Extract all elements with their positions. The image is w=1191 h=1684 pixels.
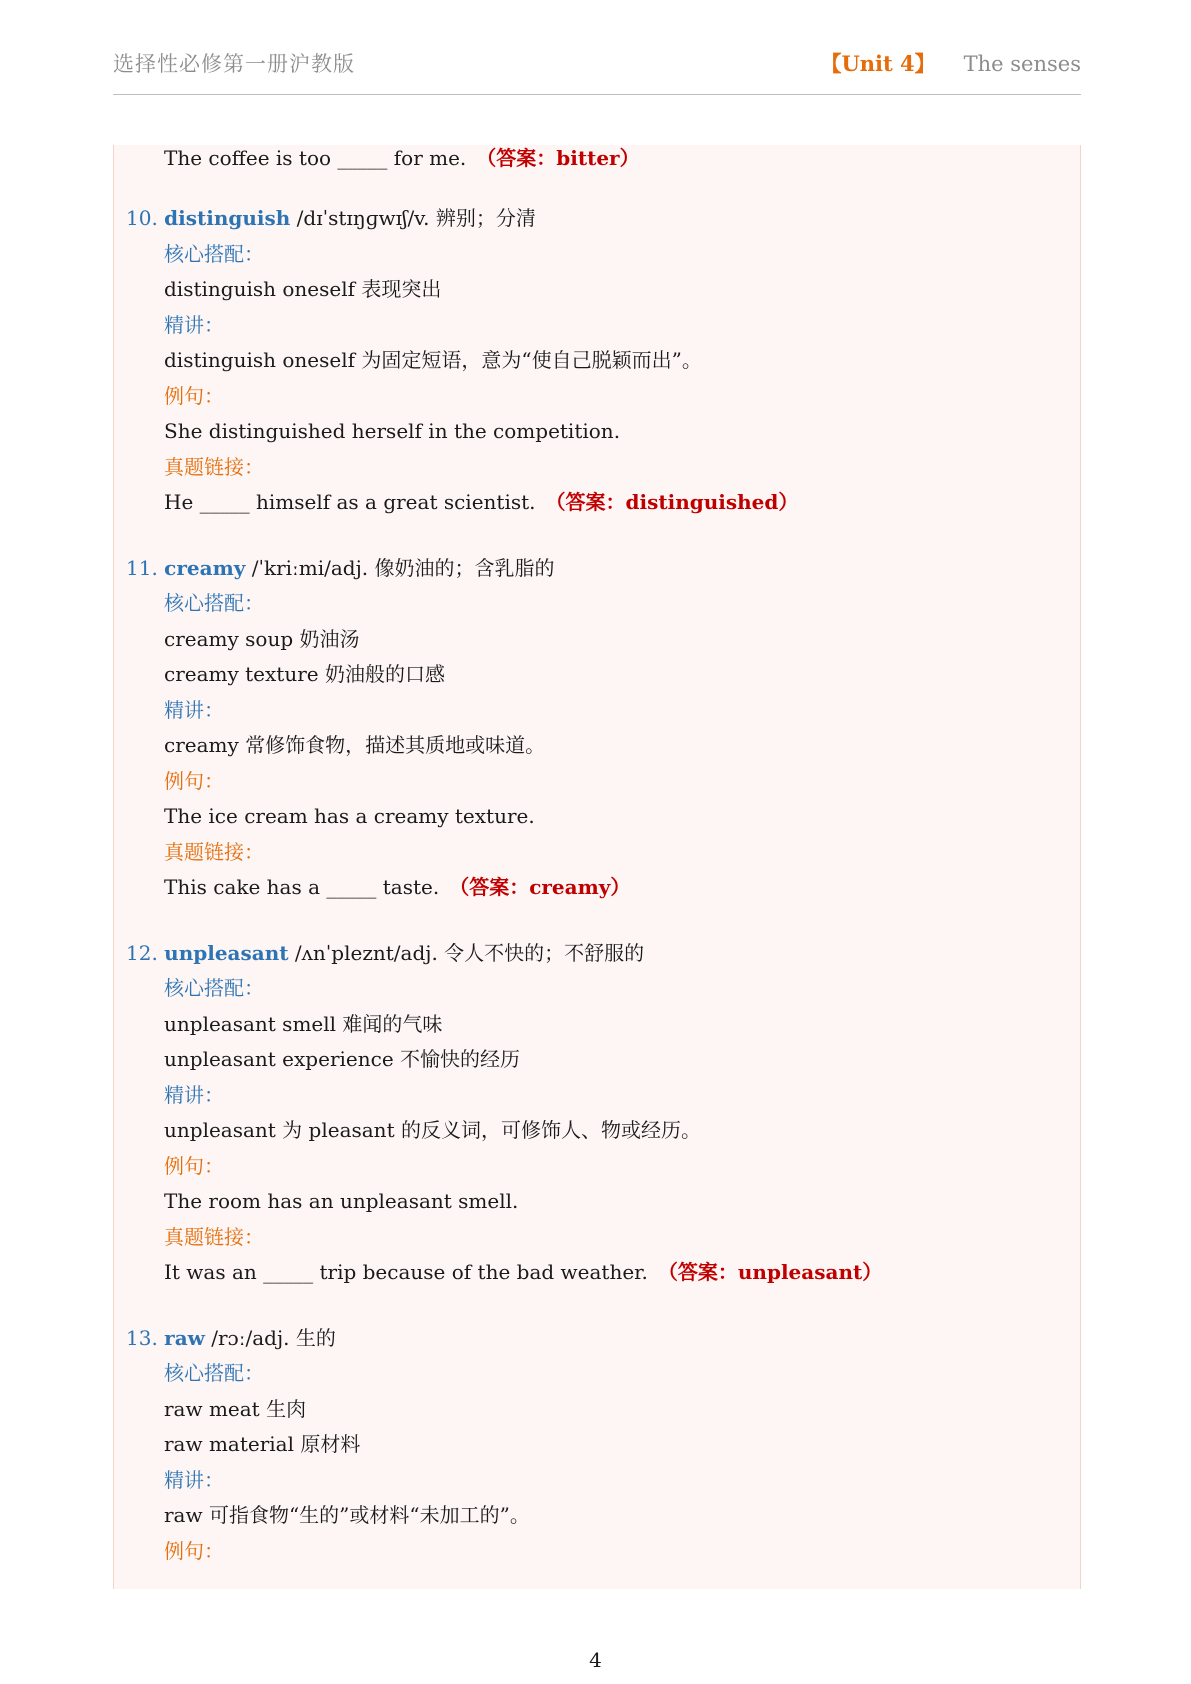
explanation: creamy 常修饰食物，描述其质地或味道。: [164, 733, 546, 757]
collocation: creamy soup 奶油汤: [164, 626, 360, 651]
header-divider: [113, 94, 1081, 95]
exam-exercise: [114, 485, 1080, 521]
exam-link-label: 真题链接：: [164, 1224, 264, 1249]
exam-exercise: [114, 870, 1080, 906]
core-label: 核心搭配：: [164, 241, 264, 266]
definition: /ʌnˈpleznt/adj. 令人不快的；不舒服的: [288, 940, 645, 965]
entry-number: 10.: [126, 206, 158, 230]
content-panel: [113, 145, 1081, 1589]
explanation: unpleasant 为 pleasant 的反义词，可修饰人、物或经历。: [164, 1118, 701, 1142]
page-number: 4: [589, 1648, 602, 1672]
headword: creamy: [164, 555, 246, 580]
vocab-entry: [114, 551, 1080, 906]
core-label: 核心搭配：: [164, 591, 264, 615]
page-header: [113, 44, 1081, 94]
collocation: unpleasant experience 不愉快的经历: [164, 1047, 521, 1071]
example-sentence: The room has an unpleasant smell.: [164, 1189, 519, 1213]
explanation-label: 精讲：: [164, 697, 224, 722]
headword: unpleasant: [164, 940, 289, 965]
exercise-answer: （答案：bitter）: [476, 146, 640, 170]
vocab-list: [114, 145, 1080, 1569]
explanation: raw 可指食物“生的”或材料“未加工的”。: [164, 1503, 530, 1527]
entry-headword-line: [114, 1321, 1080, 1357]
core-label: 核心搭配：: [164, 976, 264, 1000]
example-sentence: She distinguished herself in the competition.: [164, 419, 621, 443]
example-label: 例句：: [164, 383, 224, 408]
exercise-answer: （答案：creamy）: [449, 875, 631, 899]
definition: /dɪˈstɪŋɡwɪʃ/v. 辨别；分清: [290, 206, 536, 230]
exercise-answer: （答案：distinguished）: [545, 490, 799, 514]
core-label: 核心搭配：: [164, 1361, 264, 1385]
collocation: unpleasant smell 难闻的气味: [164, 1011, 443, 1036]
definition: /ˈkriːmi/adj. 像奶油的；含乳脂的: [245, 555, 555, 580]
vocab-entry: [114, 1321, 1080, 1570]
exercise-sentence: This cake has a _____ taste.: [164, 875, 440, 899]
entry-headword-line: [114, 551, 1080, 587]
collocation: raw material 原材料: [164, 1432, 361, 1456]
unit-label: 【Unit 4】: [820, 51, 936, 76]
lead-exercise: [114, 145, 1080, 171]
exercise-sentence: The coffee is too _____ for me.: [164, 146, 467, 170]
book-title: 选择性必修第一册沪教版: [113, 52, 355, 76]
exercise-sentence: He _____ himself as a great scientist.: [164, 490, 536, 514]
definition: /rɔː/adj. 生的: [204, 1325, 336, 1350]
vocab-entry: [114, 201, 1080, 521]
example-sentence: The ice cream has a creamy texture.: [164, 804, 535, 828]
exercise-answer: （答案：unpleasant）: [657, 1260, 883, 1284]
entry-number: 12.: [126, 940, 158, 965]
unit-info: [820, 48, 1081, 78]
entry-number: 13.: [126, 1325, 158, 1350]
headword: raw: [164, 1325, 205, 1350]
exam-link-label: 真题链接：: [164, 839, 264, 864]
explanation: distinguish oneself 为固定短语，意为“使自己脱颖而出”。: [164, 348, 702, 372]
exam-exercise: [114, 1255, 1080, 1291]
explanation-label: 精讲：: [164, 1467, 224, 1492]
collocation: raw meat 生肉: [164, 1396, 307, 1421]
exam-link-label: 真题链接：: [164, 454, 264, 479]
entry-headword-line: [114, 936, 1080, 972]
vocab-entry: [114, 936, 1080, 1291]
collocation: creamy texture 奶油般的口感: [164, 662, 445, 686]
explanation-label: 精讲：: [164, 1082, 224, 1107]
explanation-label: 精讲：: [164, 312, 224, 337]
headword: distinguish: [164, 206, 291, 230]
example-label: 例句：: [164, 768, 224, 793]
example-label: 例句：: [164, 1153, 224, 1178]
collocation: distinguish oneself 表现突出: [164, 277, 442, 301]
exercise-sentence: It was an _____ trip because of the bad weather.: [164, 1260, 648, 1284]
entry-headword-line: [114, 201, 1080, 237]
unit-topic: The senses: [963, 52, 1081, 76]
entry-number: 11.: [126, 555, 158, 580]
example-label: 例句：: [164, 1538, 224, 1563]
